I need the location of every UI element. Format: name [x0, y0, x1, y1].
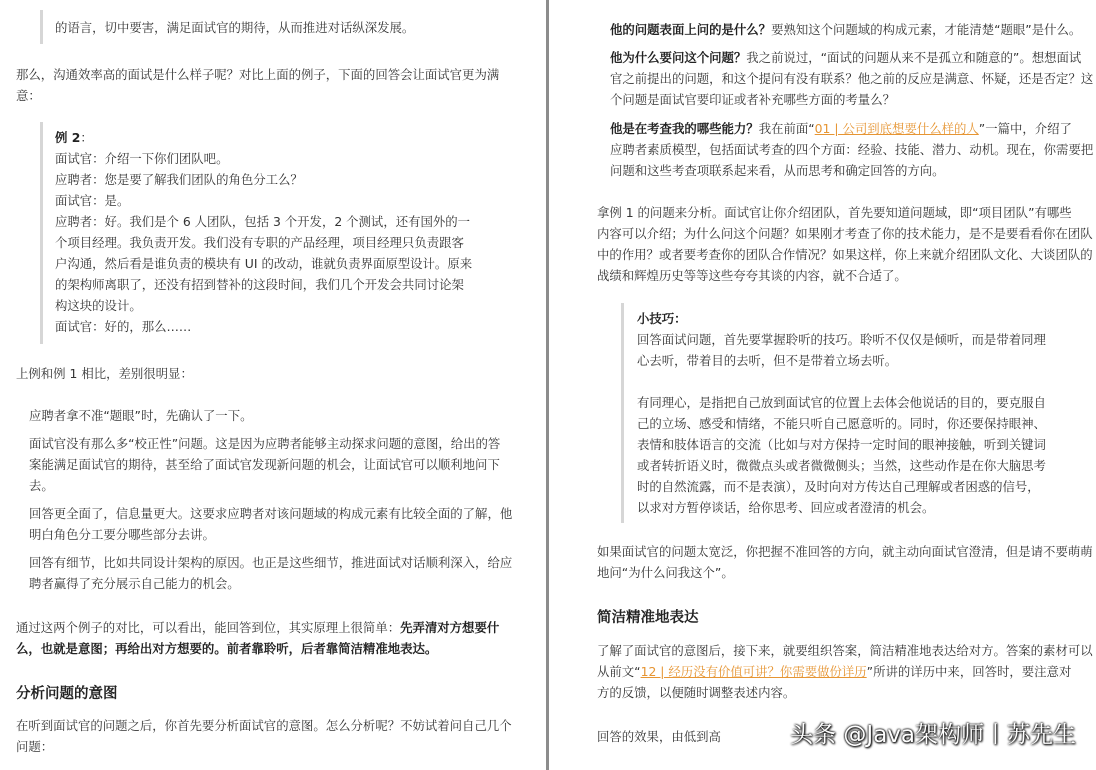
point-line: 回答更全面了，信息量更大。这要求应聘者对该问题域的构成元素有比较全面的了解，他	[29, 506, 513, 521]
example-line: 个项目经理。我负责开发。我们没有专职的产品经理，项目经理只负责跟客	[55, 235, 464, 250]
question-line: 问题和这些考查项联系起来看，从而思考和确定回答的方向。	[610, 163, 945, 178]
tip-line: 回答面试问题，首先要掌握聆听的技巧。聆听不仅仅是倾听，而是带着同理	[637, 332, 1046, 347]
point-line: 回答有细节，比如共同设计架构的原因。也正是这些细节，推进面试对话顺利深入，给应	[29, 555, 513, 570]
example-line: 户沟通，然后看是谁负责的模块有 UI 的改动，谁就负责界面原型设计。原来	[55, 256, 473, 271]
question-text: 我在前面“	[758, 121, 815, 136]
question-line: 个问题是面试官要印证或者补充哪些方面的考量么？	[610, 92, 895, 107]
paragraph: 意：	[16, 88, 41, 103]
paragraph: 内容可以介绍；为什么问这个问题？如果刚才考查了你的技术能力，是不是要看看你在团队	[597, 226, 1093, 241]
example-line: 面试官：介绍一下你们团队吧。	[55, 151, 229, 166]
tip-line: 时的自然流露，而不是表演），及时向对方传达自己理解或者困惑的信号，	[637, 479, 1040, 494]
tip-line: 己的立场、感受和情绪，不能只听自己愿意听的。同时，你还要保持眼神、	[637, 416, 1046, 431]
conclusion-text: 通过这两个例子的对比，可以看出，能回答到位，其实原理上很简单：	[16, 620, 401, 635]
paragraph: 那么，沟通效率高的面试是什么样子呢？对比上面的例子，下面的回答会让面试官更为满	[16, 67, 500, 82]
tip-line: 有同理心，是指把自己放到面试官的位置上去体会他说话的目的，要克服自	[637, 395, 1046, 410]
question-bold: 他是在考查我的哪些能力？	[610, 121, 759, 136]
tip-line: 以求对方暂停谈话，给你思考、回应或者澄清的机会。	[637, 500, 935, 515]
paragraph: 上例和例 1 相比，差别很明显：	[16, 366, 193, 381]
conclusion-bold: 先弄清对方想要什	[400, 620, 500, 635]
page-divider	[546, 0, 549, 770]
article-link[interactable]: 01 | 公司到底想要什么样的人	[814, 121, 979, 136]
point-line: 面试官没有那么多“校正性”问题。这是因为应聘者能够主动探求问题的意图，给出的答	[29, 436, 501, 451]
point-line: 明白角色分工要分哪些部分去讲。	[29, 527, 215, 542]
watermark: 头条 @Java架构师丨苏先生	[790, 722, 1076, 748]
question-text: 要熟知这个问题域的构成元素，才能清楚“题眼”是什么。	[771, 22, 1082, 37]
paragraph: 地问“为什么问我这个”。	[597, 565, 734, 580]
paragraph: 战绩和辉煌历史等等这些夸夸其谈的内容，就不合适了。	[597, 268, 907, 283]
conclusion-bold-line: 么，也就是意图；再给出对方想要的。前者靠聆听，后者靠简洁精准地表达。	[16, 641, 438, 656]
question-line	[610, 19, 1081, 40]
question-bold: 他的问题表面上问的是什么？	[610, 22, 772, 37]
quote-text: 的语言，切中要害，满足面试官的期待，从而推进对话纵深发展。	[55, 20, 415, 35]
tip-line: 心去听，带着目的去听，但不是带着立场去听。	[637, 353, 898, 368]
paragraph: 回答的效果，由低到高	[597, 729, 721, 744]
tip-line: 或者转折语义时，微微点头或者微微侧头；当然，这些动作是在你大脑思考	[637, 458, 1046, 473]
paragraph-text: ”所讲的详历中来，回答时，要注意对	[866, 664, 1072, 679]
paragraph: 问题：	[16, 739, 54, 754]
section-heading: 分析问题的意图	[16, 686, 118, 702]
example-line: 面试官：是。	[55, 193, 130, 208]
example-line: 构这块的设计。	[55, 298, 142, 313]
tip-title: 小技巧：	[637, 311, 687, 326]
tip-line: 表情和肢体语言的交流（比如与对方保持一定时间的眼神接触，听到关键词	[637, 437, 1046, 452]
paragraph: 在听到面试官的问题之后，你首先要分析面试官的意图。怎么分析呢？不妨试着问自己几个	[16, 718, 512, 733]
example-line: 应聘者：您是要了解我们团队的角色分工么？	[55, 172, 303, 187]
point-line: 去。	[29, 478, 54, 493]
right-page	[556, 0, 1096, 770]
left-page	[0, 0, 540, 770]
question-line	[610, 118, 1072, 139]
paragraph: 如果面试官的问题太宽泛，你把握不准回答的方向，就主动向面试官澄清，但是请不要萌萌	[597, 544, 1093, 559]
paragraph: 方的反馈，以便随时调整表述内容。	[597, 685, 796, 700]
paragraph-text: 从前文“	[597, 664, 641, 679]
quote-bar	[40, 122, 43, 344]
quote-bar	[40, 10, 43, 44]
point-line: 案能满足面试官的期待，甚至给了面试官发现新问题的机会，让面试官可以顺利地问下	[29, 457, 500, 472]
question-bold: 他为什么要问这个问题？	[610, 50, 747, 65]
point-line: 聘者赢得了充分展示自己能力的机会。	[29, 576, 240, 591]
question-line: 应聘者素质模型，包括面试考查的四个方面：经验、技能、潜力、动机。现在，你需要把	[610, 142, 1094, 157]
example-line: 应聘者：好。我们是个 6 人团队，包括 3 个开发，2 个测试，还有国外的一	[55, 214, 471, 229]
point-line: 应聘者拿不准“题眼”时，先确认了一下。	[29, 408, 253, 423]
section-heading: 简洁精准地表达	[597, 610, 699, 626]
question-line	[610, 47, 1081, 68]
example-title-colon: ：	[80, 130, 93, 145]
example-title	[55, 127, 93, 148]
example-title-bold: 例 2	[55, 130, 81, 145]
question-text: ”一篇中，介绍了	[978, 121, 1072, 136]
paragraph: 中的作用？或者要考查你的团队合作情况？如果这样，你上来就介绍团队文化、大谈团队的	[597, 247, 1093, 262]
question-text: 我之前说过，“面试的问题从来不是孤立和随意的”。想想面试	[746, 50, 1082, 65]
paragraph: 了解了面试官的意图后，接下来，就要组织答案，简洁精准地表达给对方。答案的素材可以	[597, 643, 1093, 658]
example-line: 的架构师离职了，还没有招到替补的这段时间，我们几个开发会共同讨论架	[55, 277, 464, 292]
paragraph-with-link	[597, 661, 1071, 682]
conclusion-line	[16, 617, 499, 638]
paragraph: 拿例 1 的问题来分析。面试官让你介绍团队，首先要知道问题域，即“项目团队”有哪些	[597, 205, 1072, 220]
article-link[interactable]: 12 | 经历没有价值可讲？你需要做份详历	[640, 664, 867, 679]
example-line: 面试官：好的，那么……	[55, 319, 192, 334]
question-line: 官之前提出的问题，和这个提问有没有联系？他之前的反应是满意、怀疑，还是否定？这	[610, 71, 1094, 86]
quote-bar	[621, 303, 624, 523]
